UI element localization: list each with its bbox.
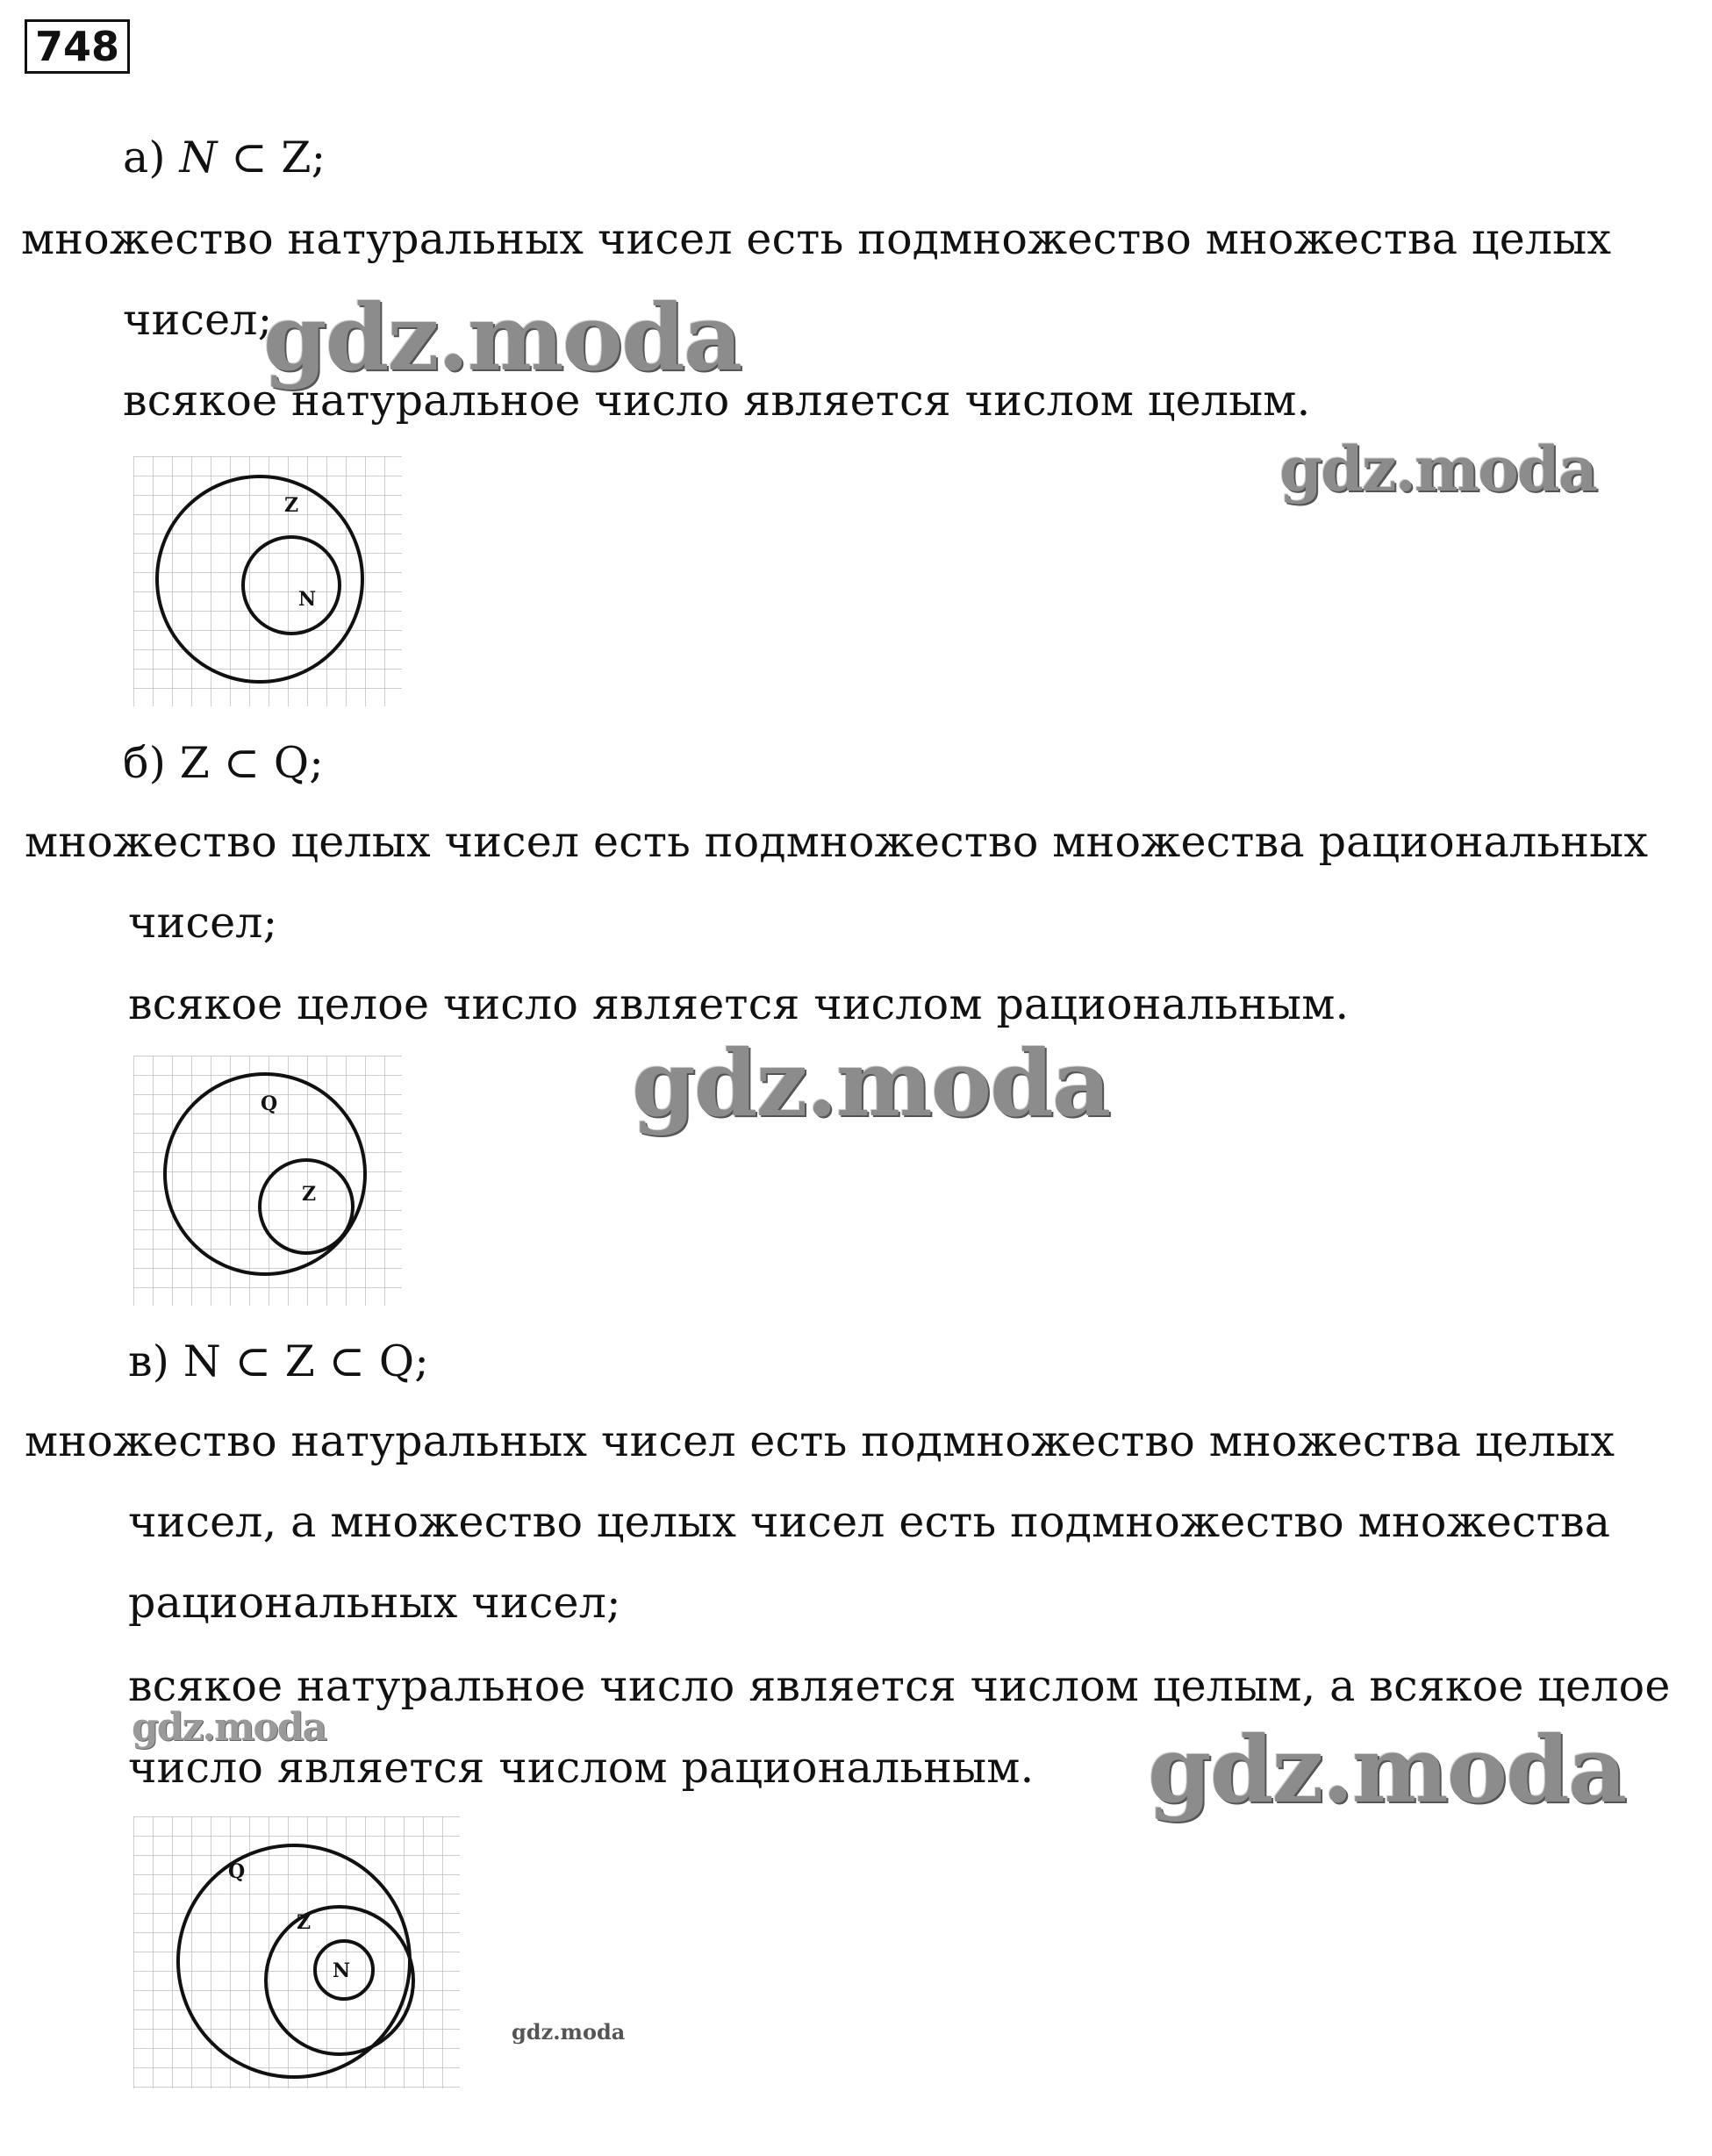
part-a-line-2: чисел; (123, 295, 273, 345)
label-n: N (298, 588, 317, 611)
part-a-heading-math: N (179, 133, 218, 183)
watermark-3: gdz.moda (632, 1029, 1110, 1137)
part-a-heading-rest: ⊂ Z; (217, 133, 326, 183)
watermark-4: gdz.moda (132, 1705, 326, 1750)
venn-diagram-a-svg (133, 456, 402, 706)
watermark-5: gdz.moda (1148, 1715, 1626, 1823)
part-c-line-3: рациональных чисел; (128, 1578, 621, 1628)
part-c-line-5: число является числом рациональным. (128, 1743, 1035, 1793)
watermark-2: gdz.moda (1279, 433, 1597, 505)
watermark-6: gdz.moda (512, 2019, 626, 2045)
venn-diagram-b-svg (133, 1056, 402, 1306)
venn-diagram-b (133, 1056, 402, 1306)
watermark-1: gdz.moda (263, 283, 741, 391)
label-n: N (333, 1959, 351, 1982)
part-b-heading: б) Z ⊂ Q; (123, 738, 324, 788)
venn-diagram-c-svg (133, 1816, 460, 2088)
part-a-heading-label: а) (123, 133, 180, 183)
part-c-line-2: чисел, а множество целых чисел есть подмножество множества (128, 1497, 1611, 1547)
part-c-line-1: множество натуральных чисел есть подмножество множества целых (25, 1416, 1615, 1466)
part-c-heading: в) N ⊂ Z ⊂ Q; (128, 1336, 429, 1386)
part-b-line-3: всякое целое число является числом рациональным. (128, 979, 1350, 1029)
label-q: Q (261, 1092, 278, 1115)
label-q: Q (228, 1860, 246, 1883)
part-a-heading (123, 132, 326, 184)
part-a-line-1: множество натуральных чисел есть подмножество множества целых (21, 214, 1612, 264)
part-a-line-3: всякое натуральное число является числом целым. (123, 376, 1311, 426)
venn-diagram-c (133, 1816, 460, 2088)
label-z: Z (302, 1183, 317, 1206)
part-b-line-2: чисел; (128, 898, 278, 948)
part-c-line-4: всякое натуральное число является числом целым, а всякое целое (128, 1661, 1671, 1711)
label-z: Z (297, 1911, 312, 1934)
task-number: 748 (25, 19, 130, 74)
venn-diagram-a (133, 456, 402, 706)
label-z: Z (284, 494, 299, 517)
part-b-line-1: множество целых чисел есть подмножество множества рациональных (25, 817, 1649, 867)
